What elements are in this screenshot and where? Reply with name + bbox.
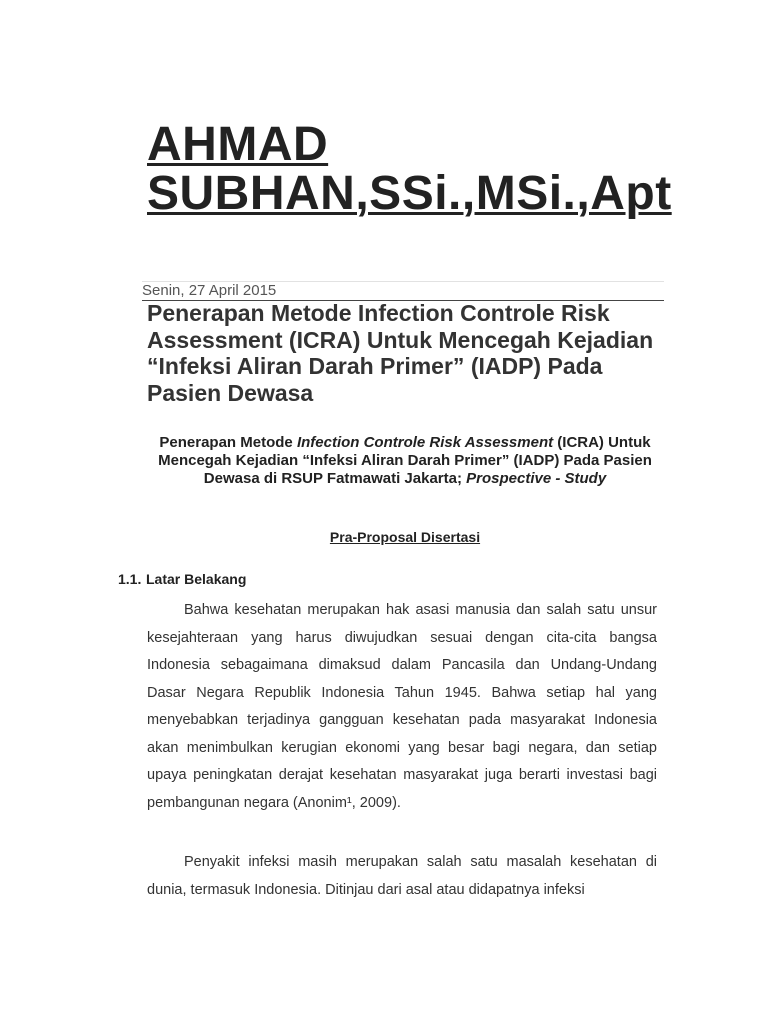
section-title: Latar Belakang [146,571,247,587]
blog-title[interactable]: AHMAD SUBHAN,SSi.,MSi.,Apt [147,118,672,220]
document-heading-study-type: Prospective - Study [466,470,607,487]
document-heading-part1: Penerapan Metode [159,434,297,451]
post-date: Senin, 27 April 2015 [142,281,664,301]
section-heading [118,570,246,588]
document-heading-part3: (ICRA) Untuk Mencegah Kejadian “Infeksi Aliran Darah Primer” (IADP) Pada Pasien Dewasa di RSUP Fatmawati Jakarta; [158,434,652,487]
document-subtitle: Pra-Proposal Disertasi [329,529,481,545]
document-heading [140,434,670,488]
post-title[interactable]: Penerapan Metode Infection Controle Risk Assessment (ICRA) Untuk Mencegah Kejadian “Infeksi Aliran Darah Primer” (IADP) Pada Pasien Dewasa [147,300,654,406]
section-number: 1.1. [118,571,142,587]
paragraph: Penyakit infeksi masih merupakan salah satu masalah kesehatan di dunia, termasuk Indonesia. Ditinjau dari asal atau didapatnya infeksi [147,854,657,898]
paragraph: Bahwa kesehatan merupakan hak asasi manusia dan salah satu unsur kesejahteraan yang harus diwujudkan sesuai dengan cita-cita bangsa Indonesia sebagaimana dimaksud dalam Pancasila dan Undang-Undang Dasar Negara Republik Indonesia Tahun 1945. Bahwa setiap hal yang menyebabkan terjadinya gangguan kesehatan pada masyarakat Indonesia akan menimbulkan kerugian ekonomi yang besar bagi negara, dan setiap upaya peningkatan derajat kesehatan masyarakat juga berarti investasi bagi pembangunan negara (Anonim¹, 2009). [147,602,657,811]
document-heading-italic-term: Infection Controle Risk Assessment [296,434,554,451]
